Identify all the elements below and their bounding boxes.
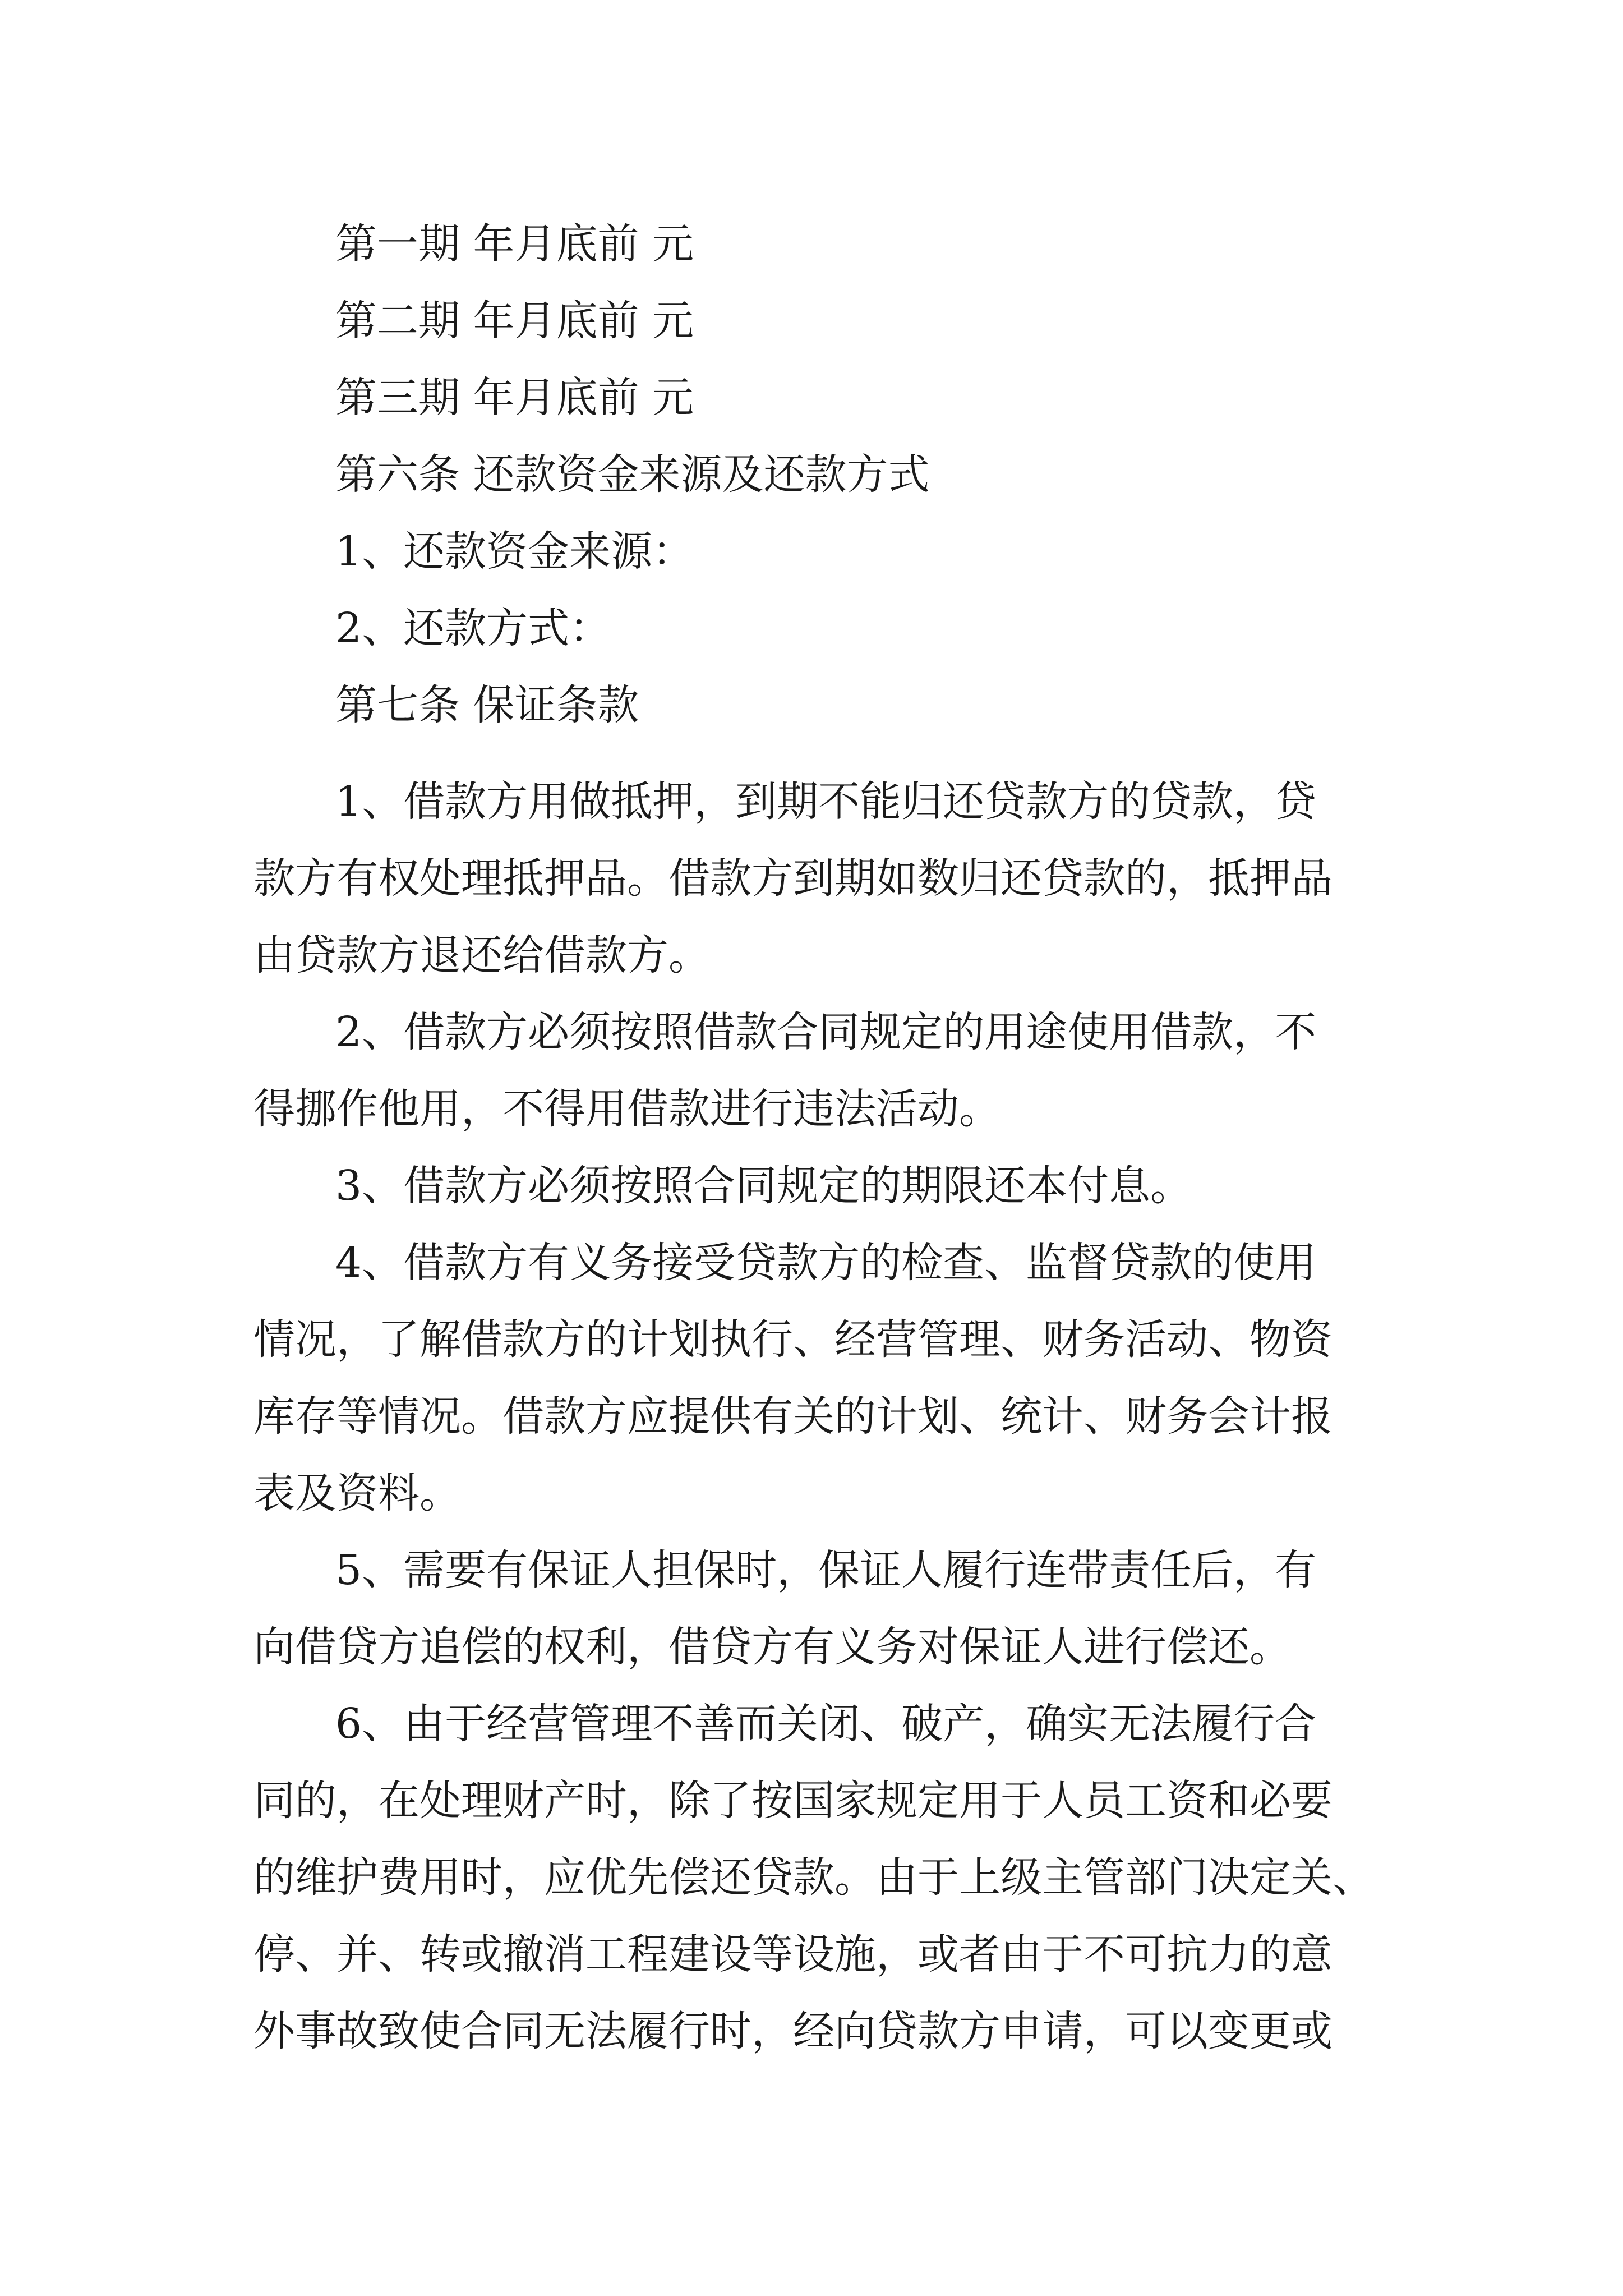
clause-1-line-3: 由贷款方退还给借款方。 <box>253 931 710 979</box>
installment-line-1: 第一期 年月底前 元 <box>335 220 694 268</box>
clause-1-line-1: 1、借款方用做抵押，到期不能归还贷款方的贷款，贷 <box>335 777 1317 826</box>
clause-1-line-2: 款方有权处理抵押品。借款方到期如数归还贷款的，抵押品 <box>253 854 1332 903</box>
installment-line-3: 第三期 年月底前 元 <box>335 374 694 422</box>
clause-4-line-1: 4、借款方有义务接受贷款方的检查、监督贷款的使用 <box>335 1239 1317 1287</box>
clause-6-line-4: 停、并、转或撤消工程建设等设施，或者由于不可抗力的意 <box>253 1930 1332 1978</box>
clause-4-line-4: 表及资料。 <box>253 1469 461 1517</box>
clause-6-line-1: 6、由于经营管理不善而关闭、破产，确实无法履行合 <box>335 1700 1317 1748</box>
clause-5-line-2: 向借贷方追偿的权利，借贷方有义务对保证人进行偿还。 <box>253 1623 1291 1671</box>
article-7-heading: 第七条 保证条款 <box>335 681 639 729</box>
clause-4-line-3: 库存等情况。借款方应提供有关的计划、统计、财务会计报 <box>253 1392 1332 1441</box>
clause-2-line-1: 2、借款方必须按照借款合同规定的用途使用借款，不 <box>335 1008 1317 1056</box>
clause-6-line-2: 同的，在处理财产时，除了按国家规定用于人员工资和必要 <box>253 1777 1332 1825</box>
article-6-heading: 第六条 还款资金来源及还款方式 <box>335 450 930 499</box>
clause-4-line-2: 情况，了解借款方的计划执行、经营管理、财务活动、物资 <box>253 1315 1332 1364</box>
repayment-method-line: 2、还款方式： <box>335 604 611 652</box>
clause-2-line-2: 得挪作他用，不得用借款进行违法活动。 <box>253 1085 1000 1133</box>
clause-3-line-1: 3、借款方必须按照合同规定的期限还本付息。 <box>335 1162 1192 1210</box>
repayment-source-line: 1、还款资金来源： <box>335 527 694 576</box>
installment-line-2: 第二期 年月底前 元 <box>335 297 694 345</box>
clause-6-line-3: 的维护费用时，应优先偿还贷款。由于上级主管部门决定关、 <box>253 1853 1374 1902</box>
clause-5-line-1: 5、需要有保证人担保时，保证人履行连带责任后，有 <box>335 1546 1317 1594</box>
clause-6-line-5: 外事故致使合同无法履行时，经向贷款方申请，可以变更或 <box>253 2007 1332 2055</box>
